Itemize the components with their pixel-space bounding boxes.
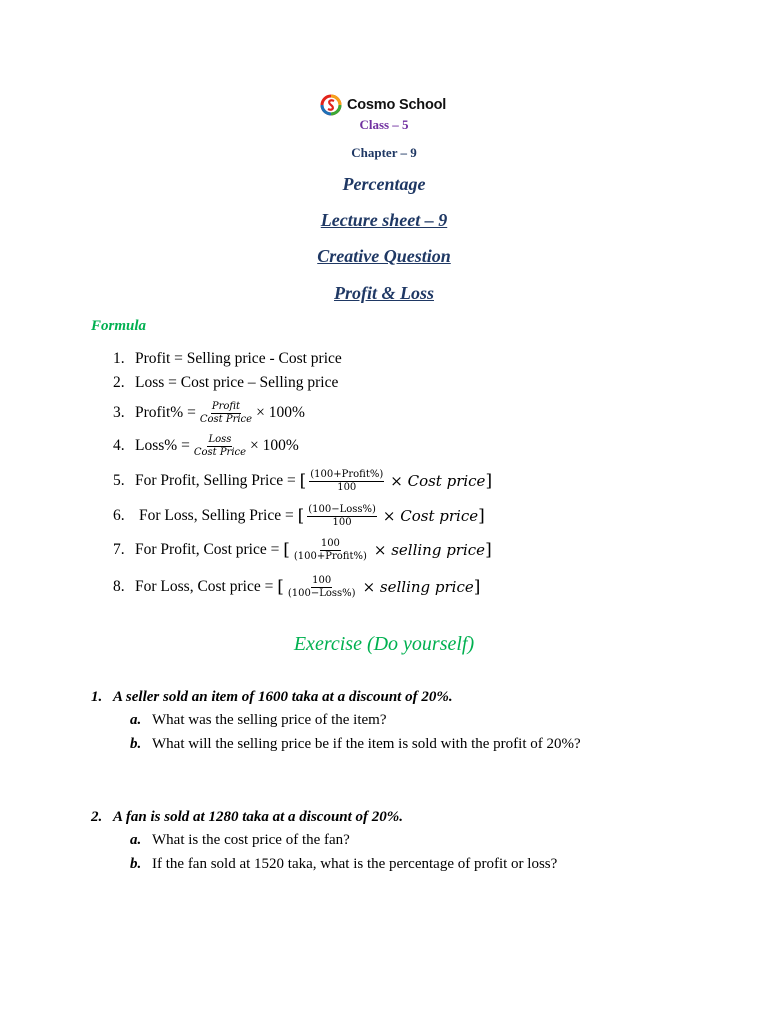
part-label: b. [130,736,142,752]
formula-number: 2. [113,374,125,391]
formula-rhs: × 100% [256,404,305,421]
formula-lhs: For Loss, Selling Price = [139,507,294,524]
part-label: b. [130,856,142,872]
fraction [193,434,247,459]
formula-number: 1. [113,350,125,367]
bracket-close: ] [485,471,493,491]
fraction-denominator: 100 [332,516,352,528]
fraction [307,504,377,529]
formula-number: 5. [113,472,125,489]
exercise-title: Exercise (Do yourself) [293,633,475,655]
formula-rhs: × Cost price [390,472,486,490]
question-1 [91,689,453,706]
question-1-part-a [130,712,387,729]
bracket-open: [ [299,471,307,491]
fraction [199,401,253,426]
title-creative-question: Creative Question [317,246,451,266]
part-text: What was the selling price of the item? [152,712,387,728]
fraction-numerator: (100−Loss%) [308,503,376,515]
formula-text: Loss = Cost price – Selling price [135,374,339,391]
bracket-open: [ [283,540,290,560]
formula-number: 4. [113,437,125,454]
fraction-denominator: Cost Price [199,413,253,425]
fraction-denominator: (100+Profit%) [293,550,367,562]
question-2-part-a [130,832,350,849]
formula-number: 8. [113,578,125,595]
school-name: Cosmo School [347,97,447,113]
fraction [309,469,384,494]
title-lecture-sheet: Lecture sheet – 9 [320,210,448,230]
part-label: a. [130,832,142,848]
fraction-numerator: 100 [312,574,332,586]
part-text: What is the cost price of the fan? [152,832,350,848]
fraction-denominator: (100−Loss%) [287,587,356,599]
formula-text: Profit = Selling price - Cost price [135,350,342,367]
formula-number: 6. [113,507,125,524]
cosmo-school-logo-icon [320,94,342,116]
part-text: What will the selling price be if the item is sold with the profit of 20%? [152,736,581,752]
fraction-denominator: 100 [337,481,357,493]
question-text: A seller sold an item of 1600 taka at a discount of 20%. [113,689,453,705]
question-number: 1. [91,689,103,705]
bracket-close: ] [485,540,492,560]
fraction-denominator: Cost Price [193,446,247,458]
bracket-open: [ [297,506,305,526]
bracket-close: ] [473,577,481,597]
question-2-part-b [130,856,557,873]
title-percentage: Percentage [342,174,426,194]
fraction-numerator: (100+Profit%) [310,468,384,480]
formula-rhs: × Cost price [382,507,479,525]
formula-rhs: × selling price [373,541,486,559]
fraction-numerator: Profit [211,400,241,412]
part-text: If the fan sold at 1520 taka, what is the percentage of profit or loss? [152,856,558,872]
fraction [287,575,357,600]
question-2 [91,809,403,826]
formula-lhs: For Profit, Selling Price = [135,472,296,489]
school-logo [320,94,446,116]
part-label: a. [130,712,142,728]
formula-lhs: Loss% = [135,437,190,454]
formula-rhs: × 100% [250,437,299,454]
formula-rhs: × selling price [362,578,474,596]
formula-number: 7. [113,541,125,558]
chapter-line: Chapter – 9 [351,145,417,160]
formula-lhs: For Loss, Cost price = [135,578,274,595]
formula-number: 3. [113,404,125,421]
title-profit-loss: Profit & Loss [333,283,434,303]
formula-lhs: For Profit, Cost price = [135,541,280,558]
fraction-numerator: Loss [208,433,232,445]
class-line: Class – 5 [359,117,409,132]
question-number: 2. [91,809,103,825]
bracket-open: [ [277,577,284,597]
formula-lhs: Profit% = [135,404,196,421]
fraction-numerator: 100 [320,537,340,549]
question-1-part-b [130,736,581,753]
formula-label: Formula [91,318,147,334]
question-text: A fan is sold at 1280 taka at a discount of 20%. [113,809,404,825]
bracket-close: ] [478,506,485,526]
fraction [293,538,368,563]
